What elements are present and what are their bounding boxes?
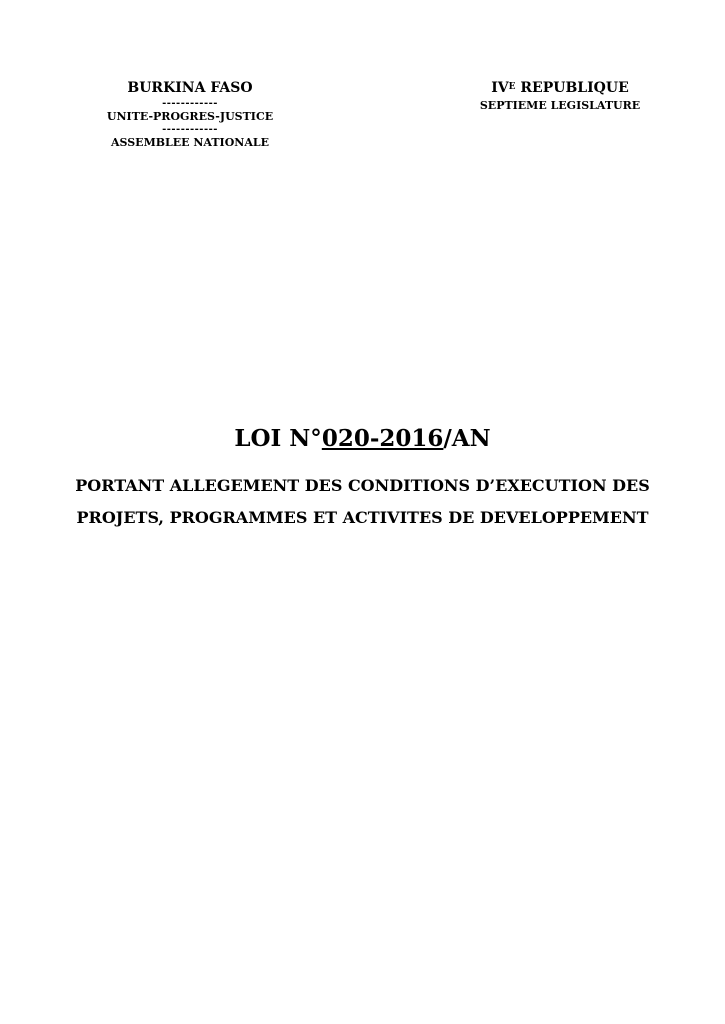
header-separator: ------------ (162, 124, 218, 135)
legislature-label: SEPTIEME LEGISLATURE (479, 99, 641, 112)
country-name: BURKINA FASO (127, 80, 253, 96)
law-subtitle-line: PORTANT ALLEGEMENT DES CONDITIONS D’EXECUTION DES (75, 476, 650, 495)
republic-label (470, 78, 650, 98)
institution-name: ASSEMBLEE NATIONALE (111, 136, 269, 149)
republic-word: REPUBLIQUE (515, 80, 629, 96)
republic-numeral: IV (491, 80, 509, 96)
republic-superscript: E (508, 82, 516, 92)
law-title-suffix: /AN (443, 425, 491, 452)
header-right-block (470, 78, 650, 114)
national-motto: UNITE-PROGRES-JUSTICE (106, 110, 274, 123)
law-title (0, 424, 725, 454)
header-separator: ------------ (162, 98, 218, 109)
law-subtitle-line: PROJETS, PROGRAMMES ET ACTIVITES DE DEVELOPPEMENT (76, 508, 649, 527)
law-number: 020-2016 (321, 425, 444, 452)
law-title-prefix: LOI N° (234, 425, 322, 452)
header-left-block (90, 78, 290, 150)
law-subtitle (60, 470, 665, 534)
